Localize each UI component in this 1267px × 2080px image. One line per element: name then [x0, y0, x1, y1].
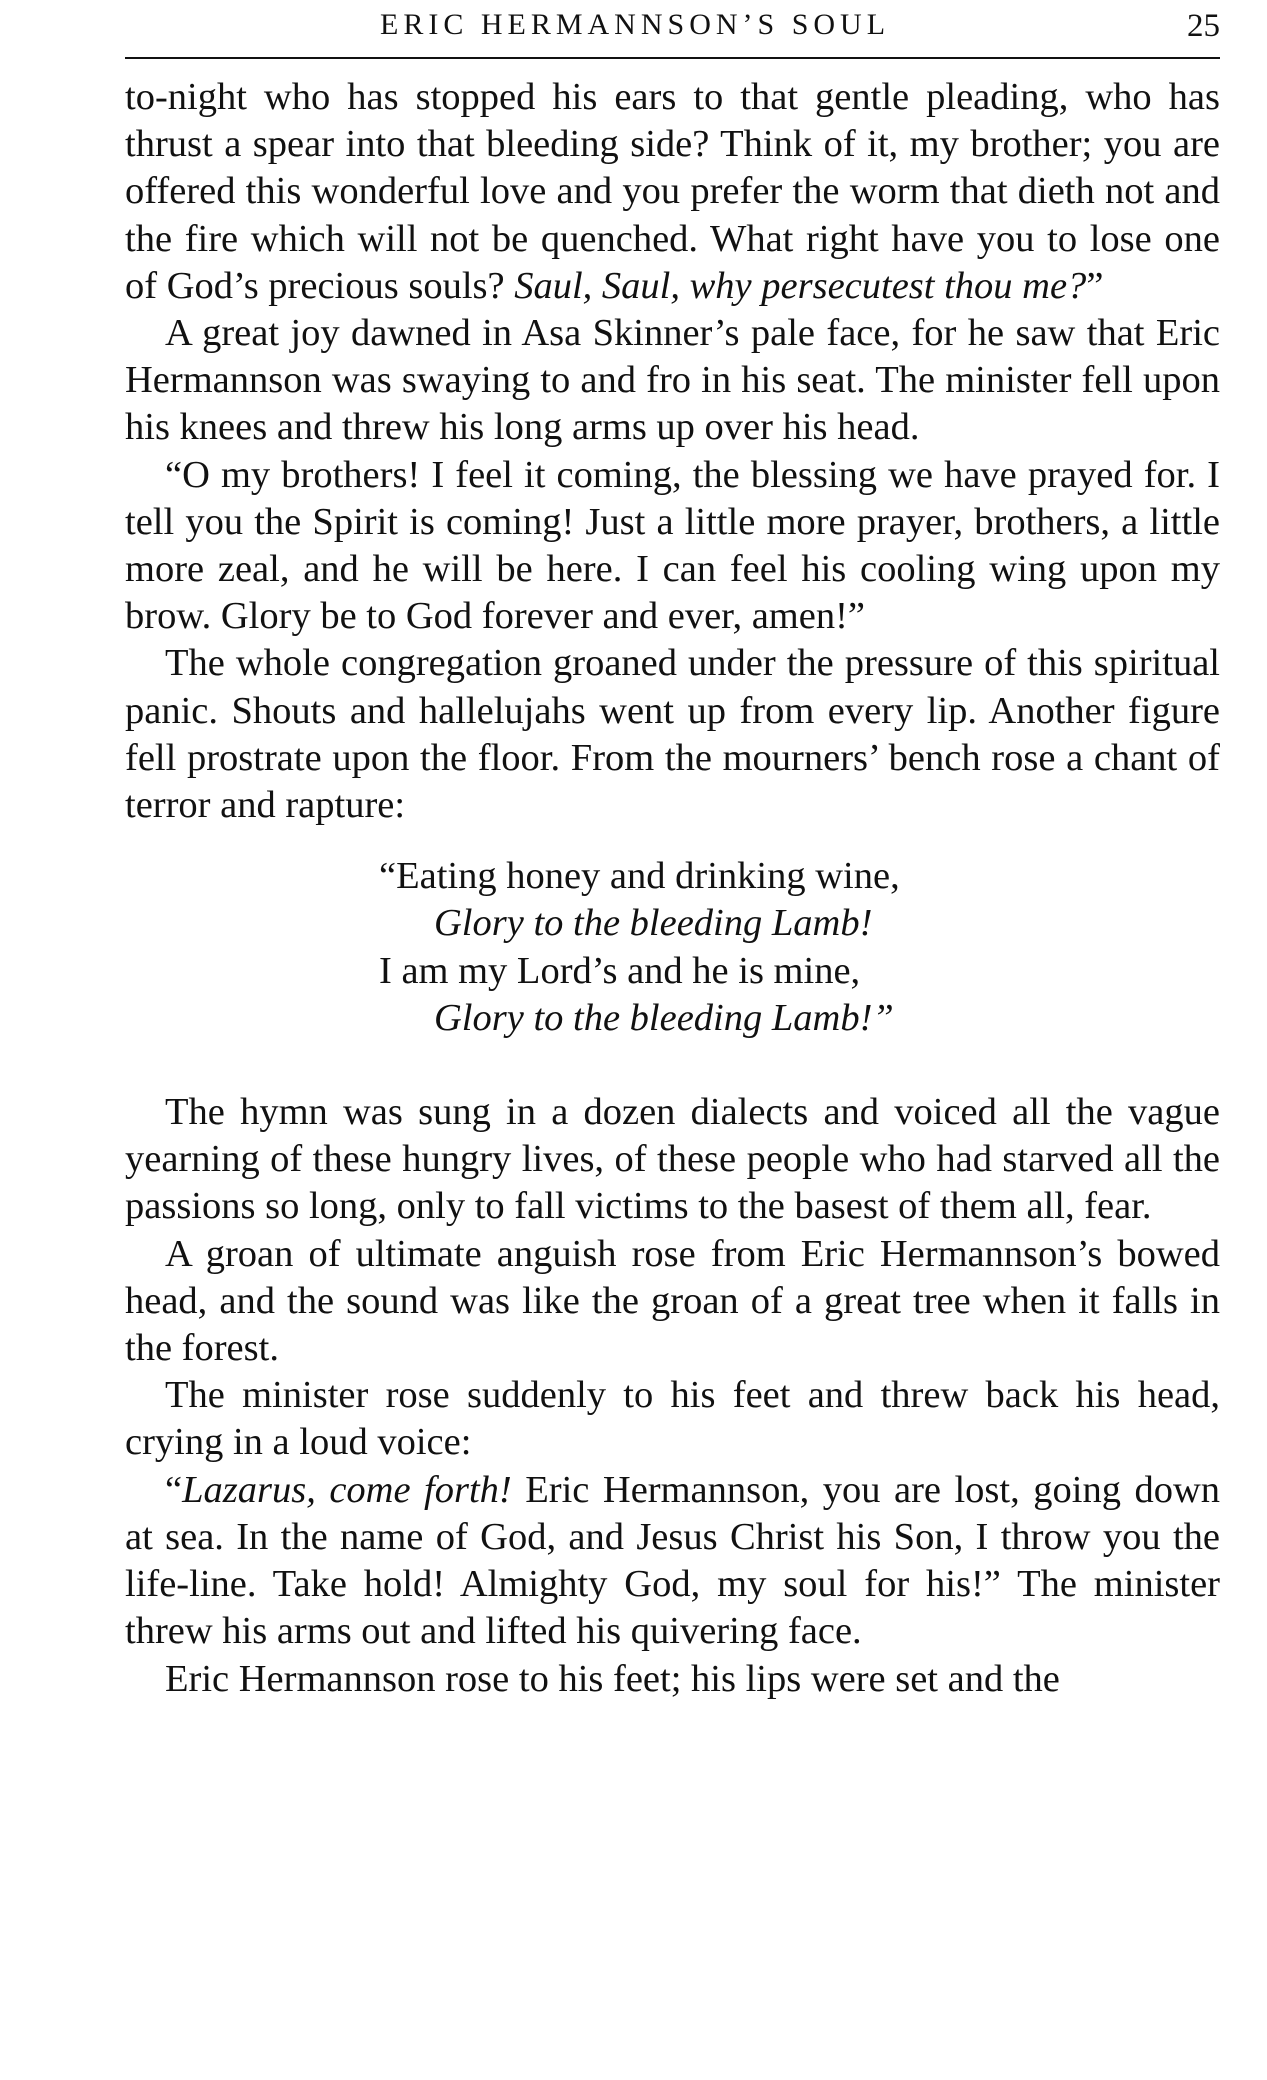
hymn-line-4: Glory to the bleeding Lamb!” [434, 996, 894, 1039]
paragraph-8-text: Eric Hermannson, you are lost, going down at sea. In the name of God, and Jesus Christ his Son, I throw you the life-line. Take hold! Almighty God, my soul for his!” The minister threw his arms out and lifted his quivering face. [125, 1468, 1220, 1653]
running-title: ERIC HERMANNSON’S SOUL [380, 8, 891, 41]
header-rule [125, 57, 1220, 59]
hymn-line-2: Glory to the bleeding Lamb! [434, 902, 873, 945]
paragraph-8 [125, 1467, 1220, 1656]
paragraph-1-close-quote: ” [1086, 264, 1104, 307]
paragraph-8-italic: Lazarus, come forth! [182, 1468, 512, 1511]
paragraph-1-text: to-night who has stopped his ears to that gentle pleading, who has thrust a spear into that bleeding side? Think of it, my brother; you are offered this wonderful love and you prefer the worm that dieth not and the fire which will not be quenched. What right have you to lose one of God’s precious souls? [125, 76, 1220, 307]
running-head [125, 8, 1220, 48]
paragraph-3: “O my brothers! I feel it coming, the blessing we have prayed for. I tell you the Spirit is coming! Just a little more prayer, brothers, a little more zeal, and he will be here. I can feel his cooling wing upon my brow. Glory be to God forever and ever, amen!” [125, 453, 1220, 638]
paragraph-7: The minister rose suddenly to his feet and threw back his head, crying in a loud voice: [125, 1374, 1220, 1464]
hymn-verse [125, 853, 1220, 1042]
paragraph-8-open-quote: “ [165, 1468, 183, 1511]
paragraph-1 [125, 74, 1220, 310]
paragraph-6: A groan of ultimate anguish rose from Eric Hermannson’s bowed head, and the sound was like the groan of a great tree when it falls in the forest. [125, 1232, 1220, 1370]
paragraph-4: The whole congregation groaned under the pressure of this spiritual panic. Shouts and hallelujahs went up from every lip. Another figure fell prostrate upon the floor. From the mourners’ bench rose a chant of terror and rapture: [125, 642, 1220, 827]
paragraph-9: Eric Hermannson rose to his feet; his lips were set and the [165, 1657, 1060, 1700]
paragraph-2: A great joy dawned in Asa Skinner’s pale face, for he saw that Eric Hermannson was swaying to and fro in his seat. The minister fell upon his knees and threw his long arms up over his head. [125, 312, 1220, 449]
page-number: 25 [1187, 8, 1220, 44]
paragraph-5: The hymn was sung in a dozen dialects and voiced all the vague yearning of these hungry lives, of these people who had starved all the passions so long, only to fall victims to the basest of them all, fear. [125, 1091, 1220, 1228]
hymn-line-1: “Eating honey and drinking wine, [379, 855, 900, 898]
body-text [125, 74, 1220, 1703]
hymn-line-3: I am my Lord’s and he is mine, [379, 949, 861, 992]
paragraph-1-italic: Saul, Saul, why persecutest thou me? [514, 264, 1087, 307]
